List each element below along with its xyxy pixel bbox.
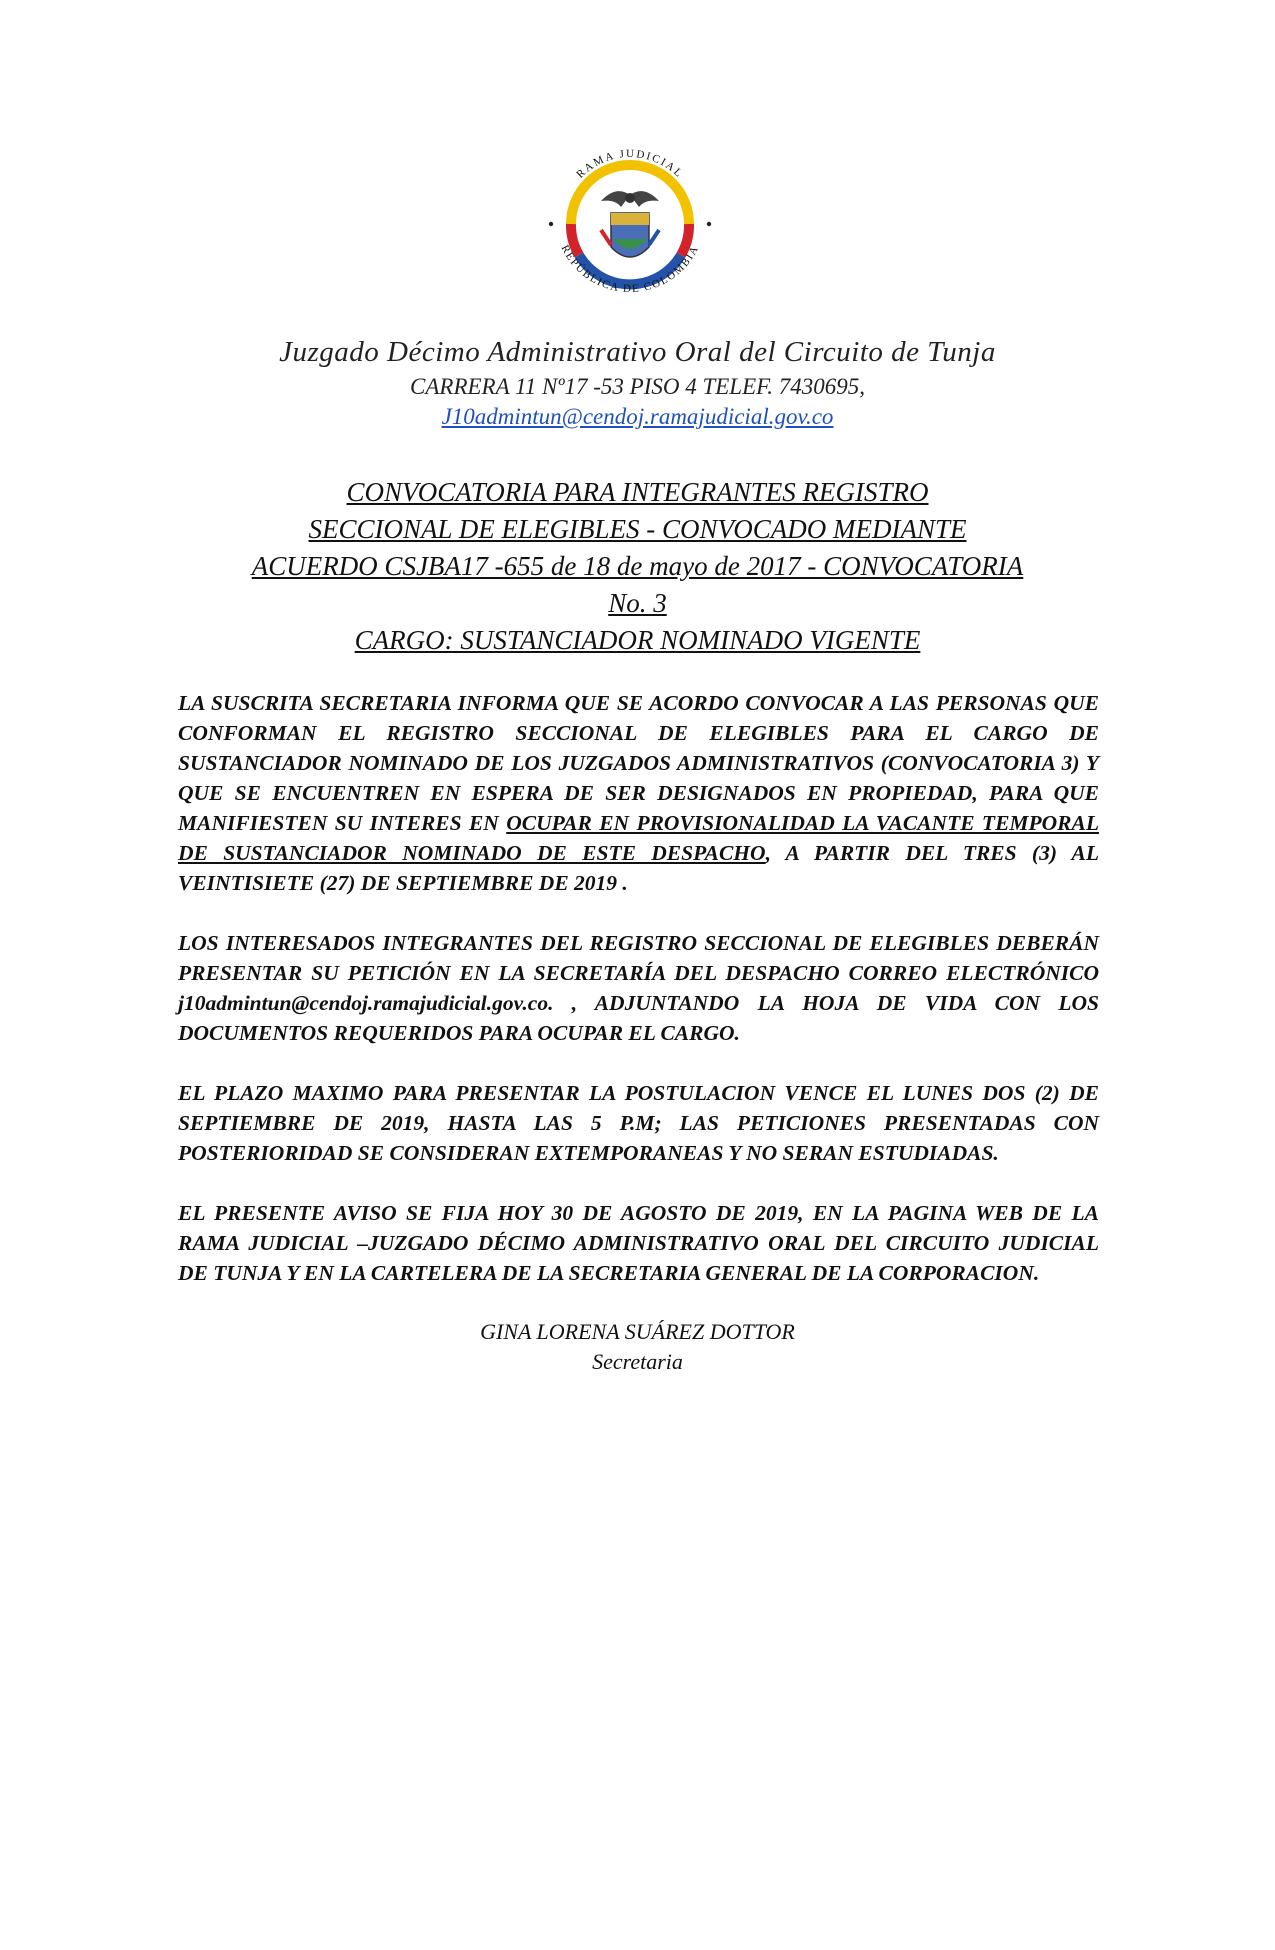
paragraph-convocation-end: , A PARTIR DEL TRES (3) AL VEINTISIETE (27) DE SEPTIEMBRE DE 2019 .: [178, 841, 1099, 895]
court-email-link[interactable]: J10admintun@cendoj.ramajudicial.gov.co: [441, 404, 834, 429]
paragraph-deadline: EL PLAZO MAXIMO PARA PRESENTAR LA POSTULACION VENCE EL LUNES DOS (2) DE SEPTIEMBRE DE 2019, HASTA LAS 5 P.M; LAS PETICIONES PRESENTADAS CON POSTERIORIDAD SE CONSIDERAN EXTEMPORANEAS Y NO SERAN ESTUDIADAS.: [178, 1081, 1099, 1165]
title-line-2: SECCIONAL DE ELEGIBLES - CONVOCADO MEDIANTE: [308, 514, 967, 544]
title-line-3: ACUERDO CSJBA17 -655 de 18 de mayo de 2017 - CONVOCATORIA: [251, 551, 1024, 581]
title-line-4: No. 3: [608, 588, 667, 618]
signatory-role: Secretaria: [592, 1349, 683, 1374]
signatory-name: GINA LORENA SUÁREZ DOTTOR: [480, 1319, 795, 1344]
paragraph-convocation-start: LA SUSCRITA SECRETARIA INFORMA QUE SE ACORDO CONVOCAR A LAS PERSONAS QUE CONFORMAN EL REGISTRO SECCIONAL DE ELEGIBLES PARA EL CARGO DE SUSTANCIADOR NOMINADO DE LOS JUZGADOS ADMINISTRATIVOS (CONVOCATORIA 3) Y QUE SE ENCUENTREN EN ESPERA DE SER DESIGNADOS EN PROPIEDAD, PARA QUE MANIFIESTEN SU INTERES EN: [178, 691, 1099, 835]
paragraph-convocation-underlined: OCUPAR EN PROVISIONALIDAD LA VACANTE TEMPORAL DE SUSTANCIADOR NOMINADO DE ESTE DESPACHO: [178, 811, 1099, 865]
paragraph-convocation: [178, 688, 1099, 898]
court-address: CARRERA 11 Nº17 -53 PISO 4 TELEF. 7430695,: [410, 374, 865, 399]
notice-body: [178, 688, 1099, 1318]
seal-top-text: RAMA JUDICIAL: [574, 147, 686, 181]
seal-bottom-text: REPÚBLICA DE COLOMBIA: [558, 243, 702, 296]
title-line-1: CONVOCATORIA PARA INTEGRANTES REGISTRO: [346, 477, 929, 507]
title-line-5: CARGO: SUSTANCIADOR NOMINADO VIGENTE: [354, 625, 921, 655]
rama-judicial-seal: [541, 135, 719, 313]
document-title: [170, 474, 1105, 659]
signature-block: [0, 1317, 1275, 1377]
paragraph-publication: EL PRESENTE AVISO SE FIJA HOY 30 DE AGOSTO DE 2019, EN LA PAGINA WEB DE LA RAMA JUDICIAL –JUZGADO DÉCIMO ADMINISTRATIVO ORAL DEL CIRCUITO JUDICIAL DE TUNJA Y EN LA CARTELERA DE LA SECRETARIA GENERAL DE LA CORPORACION.: [178, 1201, 1099, 1285]
letterhead: [0, 332, 1275, 432]
court-name: Juzgado Décimo Administrativo Oral del Circuito de Tunja: [279, 336, 996, 368]
paragraph-submission: LOS INTERESADOS INTEGRANTES DEL REGISTRO SECCIONAL DE ELEGIBLES DEBERÁN PRESENTAR SU PETICIÓN EN LA SECRETARÍA DEL DESPACHO CORREO ELECTRÓNICO j10admintun@cendoj.ramajudicial.gov.co. , ADJUNTANDO LA HOJA DE VIDA CON LOS DOCUMENTOS REQUERIDOS PARA OCUPAR EL CARGO.: [178, 931, 1099, 1045]
